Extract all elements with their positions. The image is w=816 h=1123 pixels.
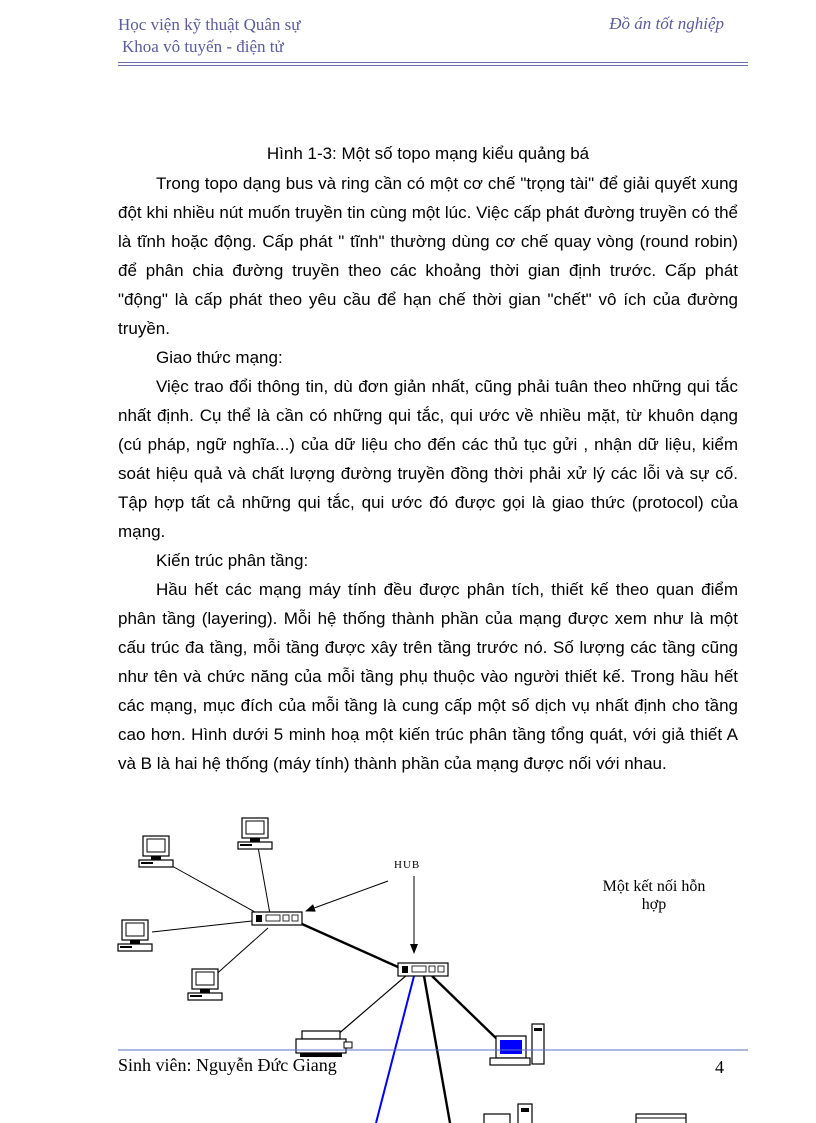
link-hub2-workstation <box>432 976 500 1042</box>
hub-label: HUB <box>394 859 421 871</box>
header-rule-double <box>118 65 748 66</box>
computer-icon <box>238 818 272 849</box>
header-left <box>118 14 300 58</box>
link-hub1-hub2 <box>302 924 398 967</box>
mixed-connection-note-line1: Một kết nối hỗn <box>602 878 706 895</box>
hub-icon <box>252 912 302 925</box>
device-icon <box>636 1114 686 1123</box>
header-rule <box>118 62 748 63</box>
printer-icon <box>296 1031 352 1057</box>
paragraph-layering: Hầu hết các mạng máy tính đều được phân tích, thiết kế theo quan điểm phân tầng (layering). Mỗi hệ thống thành phần của mạng được xem như là một cấu trúc đa tầng, mỗi tầng được xây trên tầng trước nó. Số lượng các tầng cũng như tên và chức năng của mỗi tầng phụ thuộc vào người thiết kế. Trong hầu hết các mạng, mục đích của mỗi tầng là cung cấp một số dịch vụ nhất định cho tầng cao hơn. Hình dưới 5 minh hoạ một kiến trúc phân tầng tổng quát, với giả thiết A và B là hai hệ thống (máy tính) thành phần của mạng được nối với nhau. <box>118 580 738 773</box>
heading-layering: Kiến trúc phân tầng: <box>156 551 309 570</box>
computer-icon <box>188 969 222 1000</box>
header-institute: Học viện kỹ thuật Quân sự <box>118 15 301 34</box>
computer-icon <box>118 920 152 951</box>
footer-student: Sinh viên: Nguyễn Đức Giang <box>118 1055 337 1075</box>
hub-icon <box>398 963 448 976</box>
figure-caption: Hình 1-3: Một số topo mạng kiểu quảng bá <box>266 144 590 163</box>
arrow-hub1 <box>306 881 388 911</box>
link-pc4-hub1 <box>212 928 268 978</box>
mixed-connection-note-line2: hợp <box>641 896 667 913</box>
computer-icon <box>484 1104 532 1123</box>
link-pc1-hub1 <box>172 866 262 916</box>
link-pc3-hub1 <box>152 921 252 932</box>
header-doc-type: Đồ án tốt nghiệp <box>609 14 724 33</box>
body-text <box>118 169 738 778</box>
header-faculty: Khoa vô tuyến - điện tử <box>122 37 284 56</box>
paragraph-arbitration: Trong topo dạng bus và ring cần có một cơ chế "trọng tài" để giải quyết xung đột khi nhiều nút muốn truyền tin cùng một lúc. Việc cấp phát đường truyền có thể là tĩnh hoặc động. Cấp phát " tĩnh" thường dùng cơ chế quay vòng (round robin) để phân chia đường truyền theo các khoảng thời gian định trước. Cấp phát "động" là cấp phát theo yêu cầu để hạn chế thời gian "chết" vô ích của đường truyền. <box>118 174 738 338</box>
computer-icon <box>139 836 173 867</box>
heading-protocol: Giao thức mạng: <box>156 348 283 367</box>
link-hub2-printer <box>336 974 408 1036</box>
workstation-icon <box>490 1024 544 1065</box>
link-pc2-hub1 <box>258 847 270 914</box>
footer-page-number: 4 <box>715 1057 724 1077</box>
network-figure <box>0 810 816 1123</box>
paragraph-protocol: Việc trao đổi thông tin, dù đơn giản nhất, cũng phải tuân theo những qui tắc nhất định. Cụ thể là cần có những qui tắc, qui ước về nhiều mặt, từ khuôn dạng (cú pháp, ngữ nghĩa...) của dữ liệu cho đến các thủ tục gửi , nhận dữ liệu, kiểm soát hiệu quả và chất lượng đường truyền đồng thời phải xử lý các lỗi và sự cố. Tập hợp tất cả những qui tắc, qui ước đó được gọi là giao thức (protocol) của mạng. <box>118 377 738 541</box>
